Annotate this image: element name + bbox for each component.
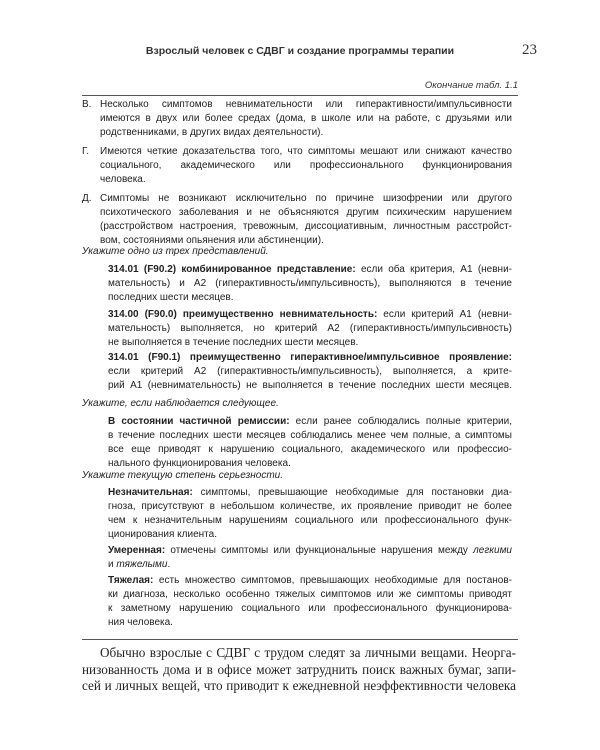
- instruction-note: Укажите одно из трех представлений.: [82, 246, 269, 257]
- criterion-v: [82, 98, 512, 140]
- text-line: не выполняется в течение последних шести месяцев.: [108, 337, 359, 348]
- text-line: нального функционирования человека.: [108, 458, 291, 469]
- text-line: в течение последних шести месяцев соблюдались менее чем полные, а симптомы: [108, 430, 512, 441]
- text-line: ционирования клиента.: [108, 529, 217, 540]
- instruction-note: Укажите, если наблюдается следующее.: [82, 398, 279, 409]
- running-header: Взрослый человек с СДВГ и создание программы терапии: [145, 45, 455, 57]
- criterion-g: [82, 145, 512, 187]
- specifier-term: Умеренная:: [108, 545, 166, 556]
- italic-term: легкими: [473, 545, 512, 556]
- text-line: если критерий А1 (невни-: [377, 309, 512, 320]
- criterion-letter: Д.: [82, 193, 92, 204]
- text-line: и: [108, 559, 117, 570]
- table-bottom-rule: [82, 639, 518, 640]
- text-line: Несколько симптомов невнимательности или гиперактивности/импульсивности: [100, 99, 512, 110]
- text-line: чем к незначительным нарушениям социального или профессионального функ-: [108, 515, 512, 526]
- text-line: есть множество симптомов, превышающих необходимые для постанов-: [153, 575, 512, 586]
- specifier-term: Тяжелая:: [108, 575, 154, 586]
- text-line: последних шести месяцев.: [108, 292, 234, 303]
- criterion-d: [82, 192, 512, 248]
- text-line: все еще приводят к нарушению социального, академического или профессио-: [108, 444, 512, 455]
- instruction-note: Укажите текущую степень серьезности.: [82, 470, 284, 481]
- text-line: сей и личных вещей, что приводит к ежедневной неэффективности человека: [82, 678, 516, 694]
- text-line: Симптомы не возникают исключительно по причине шизофрении или другого: [100, 193, 512, 204]
- text-line: человека.: [100, 174, 146, 185]
- severity-moderate: [108, 544, 512, 572]
- text-line: рий А1 (невнимательность) не выполняется в течение последних шести месяцев.: [108, 380, 512, 391]
- specifier-term: В состоянии частичной ремиссии:: [108, 416, 290, 427]
- italic-term: тяжелыми: [116, 559, 168, 570]
- text-line: к заметному нарушению социального или профессионального функционирова-: [108, 603, 512, 614]
- specifier-term: Незначительная:: [108, 487, 193, 498]
- text-line: мательность) выполняется, но критерий А2 (гиперактивность/импульсивность): [108, 323, 512, 334]
- text-line: если критерий А2 (гиперактивность/импульсивность), выполняется, а крите-: [108, 366, 512, 377]
- severity-severe: [108, 574, 512, 630]
- text-line: симптомы, превышающие необходимые для постановки диа-: [192, 487, 512, 498]
- text-line: психотического заболевания и не объясняются другим психическим нарушением: [100, 207, 512, 218]
- text-line: имеются в двух или более средах (дома, в школе или на работе, с друзьями или: [100, 113, 512, 124]
- specifier-term: 314.00 (F90.0) преимущественно невнимательность:: [108, 309, 378, 320]
- text-line: отмечены симптомы или функциональные нарушения между: [165, 545, 474, 556]
- specifier-term: 314.01 (F90.1) преимущественно гиперактивное/импульсивное проявление:: [108, 352, 512, 363]
- text-line: родственниками, в других видах деятельности).: [100, 127, 324, 138]
- text-line: гноза, присутствуют в небольшом количестве, их проявление приводит не более: [108, 501, 512, 512]
- text-line: ния человека.: [108, 617, 173, 628]
- specifier-hyperactive: [108, 351, 512, 393]
- text-line: мательность) и А2 (гиперактивность/импульсивность), выполняются в течение: [108, 278, 512, 289]
- text-line: вом, состояниями опьянения или абстиненции).: [100, 235, 324, 246]
- text-line: если оба критерия, А1 (невни-: [355, 264, 512, 275]
- specifier-combined: [108, 263, 512, 305]
- text-line: низованность дома и в офисе может затруднить поиск важных бумаг, запи-: [82, 661, 516, 677]
- text-line: если ранее соблюдались полные критерии,: [289, 416, 512, 427]
- text-line: Обычно взрослые с СДВГ с трудом следят за личными вещами. Неорга-: [100, 645, 516, 660]
- text-line: .: [167, 559, 171, 570]
- specifier-remission: [108, 415, 512, 471]
- body-paragraph: [82, 645, 516, 695]
- page-number: 23: [522, 42, 537, 58]
- specifier-inattentive: [108, 308, 512, 350]
- text-line: ки диагноза, несколько особенно тяжелых симптомов или же симптомы приводят: [108, 589, 512, 600]
- severity-mild: [108, 486, 512, 542]
- table-top-rule: [82, 95, 518, 96]
- text-line: (расстройством настроения, тревожным, диссоциативным, личностным расстройст-: [100, 221, 512, 232]
- table-caption: Окончание табл. 1.1: [424, 80, 518, 91]
- criterion-letter: Г.: [82, 146, 89, 157]
- criterion-letter: В.: [82, 99, 92, 110]
- text-line: социального, академического или профессионального функционирования: [100, 160, 512, 171]
- specifier-term: 314.01 (F90.2) комбинированное представление:: [108, 264, 356, 275]
- text-line: Имеются четкие доказательства того, что симптомы мешают или снижают качество: [100, 146, 512, 157]
